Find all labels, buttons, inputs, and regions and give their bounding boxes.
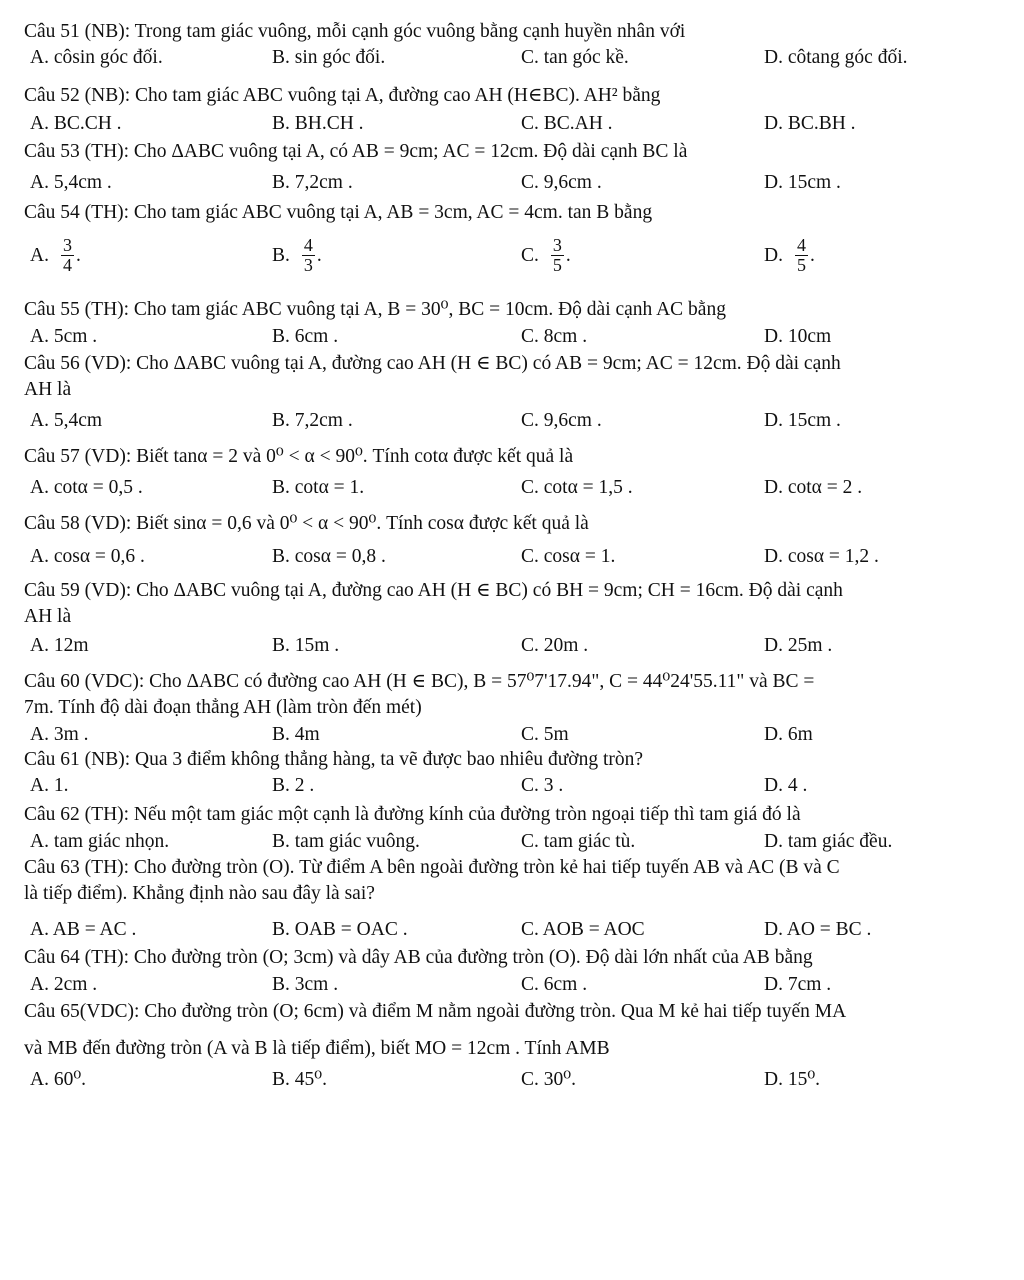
option-b: B. 45⁰. [272,1069,327,1090]
option-d: D. AO = BC . [764,919,872,940]
question-64-options [24,973,1014,997]
question-55-options [24,325,1014,349]
option-a: A. 5cm . [30,326,98,347]
option-c: C. $\frac{3}{5}$ . [521,235,571,275]
question-63-options [24,918,1014,942]
question-51-text: Câu 51 (NB): Trong tam giác vuông, mỗi cạnh góc vuông bằng cạnh huyền nhân với [24,21,686,42]
option-b: B. 6cm . [272,326,339,347]
option-label: C. [521,244,539,266]
option-b: B. OAB = OAC . [272,919,408,940]
question-62-text: Câu 62 (TH): Nếu một tam giác một cạnh là đường kính của đường tròn ngoại tiếp thì tam giá đó là [24,804,801,825]
option-d: D. 6m [764,724,813,745]
option-d: D. cotα = 2 . [764,477,863,498]
question-61-options [24,774,1014,798]
option-label: D. [764,244,783,266]
option-b: B. 3cm . [272,974,339,995]
fraction [795,236,808,275]
option-c: C. cotα = 1,5 . [521,477,633,498]
question-55-text: Câu 55 (TH): Cho tam giác ABC vuông tại A, B = 30⁰, BC = 10cm. Độ dài cạnh AC bằng [24,299,726,320]
option-d: D. 4 . [764,775,808,796]
option-d: D. 7cm . [764,974,832,995]
denominator: 5 [796,255,806,275]
option-c: C. 3 . [521,775,564,796]
question-57-options [24,476,1014,500]
option-a: A. $\frac{3}{4}$ . [30,235,81,275]
question-65-text: Câu 65(VDC): Cho đường tròn (O; 6cm) và điểm M nằm ngoài đường tròn. Qua M kẻ hai tiếp tuyến MA [24,1001,847,1022]
question-51-options [24,46,1014,70]
option-b: B. 7,2cm . [272,172,353,193]
option-d: D. 15cm . [764,172,841,193]
option-d: D. côtang góc đối. [764,47,908,68]
option-d: D. 10cm [764,326,832,347]
option-b: B. cosα = 0,8 . [272,546,386,567]
numerator: 4 [303,235,313,255]
question-59-text-cont: AH là [24,606,72,627]
question-60-text-cont: 7m. Tính độ dài đoạn thẳng AH (làm tròn đến mét) [24,697,422,718]
option-a: A. cosα = 0,6 . [30,546,145,567]
question-54-text: Câu 54 (TH): Cho tam giác ABC vuông tại A, AB = 3cm, AC = 4cm. tan B bằng [24,202,653,223]
option-a: A. 2cm . [30,974,98,995]
option-d: D. 15⁰. [764,1069,821,1090]
question-57-text: Câu 57 (VD): Biết tanα = 2 và 0⁰ < α < 90⁰. Tính cotα được kết quả là [24,446,574,467]
option-d: D. cosα = 1,2 . [764,546,879,567]
question-56-options [24,409,1014,433]
option-c: C. AOB = AOC [521,919,645,940]
denominator: 5 [552,255,562,275]
option-b: B. cotα = 1. [272,477,365,498]
question-59-options [24,634,1014,658]
option-d: D. tam giác đều. [764,831,893,852]
option-b: B. sin góc đối. [272,47,386,68]
question-53-text: Câu 53 (TH): Cho ΔABC vuông tại A, có AB = 9cm; AC = 12cm. Độ dài cạnh BC là [24,141,688,162]
option-c: C. 6cm . [521,974,588,995]
option-label: A. [30,244,49,266]
question-52-text: Câu 52 (NB): Cho tam giác ABC vuông tại A, đường cao AH (H∈BC). AH² bằng [24,85,661,106]
question-56-text: Câu 56 (VD): Cho ΔABC vuông tại A, đường cao AH (H ∈ BC) có AB = 9cm; AC = 12cm. Độ dài cạnh [24,353,841,374]
question-58-options [24,545,1014,569]
option-b: B. 4m [272,724,320,745]
question-54-options [24,236,1014,284]
question-61-text: Câu 61 (NB): Qua 3 điểm không thẳng hàng, ta vẽ được bao nhiêu đường tròn? [24,749,644,770]
option-d: D. BC.BH . [764,113,856,134]
option-a: A. cotα = 0,5 . [30,477,143,498]
option-label: B. [272,244,290,266]
question-64-text: Câu 64 (TH): Cho đường tròn (O; 3cm) và dây AB của đường tròn (O). Độ dài lớn nhất của AB bằng [24,947,813,968]
question-56-text-cont: AH là [24,379,72,400]
question-62-options [24,830,1014,854]
denominator: 3 [303,255,313,275]
numerator: 3 [552,235,562,255]
question-58-text: Câu 58 (VD): Biết sinα = 0,6 và 0⁰ < α < 90⁰. Tính cosα được kết quả là [24,513,589,534]
option-c: C. 8cm . [521,326,588,347]
question-53-options [24,171,1014,195]
option-d: D. $\frac{4}{5}$ . [764,235,815,275]
option-a: A. 3m . [30,724,89,745]
question-52-options [24,112,1014,136]
question-60-text: Câu 60 (VDC): Cho ΔABC có đường cao AH (H ∈ BC), B = 57⁰7'17.94", C = 44⁰24'55.11" và BC = [24,671,815,692]
option-b: B. 15m . [272,635,340,656]
fraction [302,236,315,275]
fraction [61,236,74,275]
denominator: 4 [62,255,72,275]
option-a: A. côsin góc đối. [30,47,163,68]
question-63-text-cont: là tiếp điểm). Khẳng định nào sau đây là sai? [24,883,375,904]
option-c: C. cosα = 1. [521,546,616,567]
option-c: C. tan góc kề. [521,47,629,68]
question-63-text: Câu 63 (TH): Cho đường tròn (O). Từ điểm A bên ngoài đường tròn kẻ hai tiếp tuyến AB và AC (B và C [24,857,840,878]
option-c: C. 9,6cm . [521,410,602,431]
option-b: B. tam giác vuông. [272,831,420,852]
numerator: 3 [62,235,72,255]
option-d: D. 15cm . [764,410,841,431]
option-a: A. 12m [30,635,89,656]
option-c: C. 20m . [521,635,589,656]
option-c: C. tam giác tù. [521,831,636,852]
option-a: A. AB = AC . [30,919,137,940]
question-60-options [24,723,1014,747]
option-b: B. BH.CH . [272,113,364,134]
option-a: A. 60⁰. [30,1069,87,1090]
option-a: A. tam giác nhọn. [30,831,170,852]
option-c: C. 30⁰. [521,1069,576,1090]
option-c: C. BC.AH . [521,113,613,134]
option-a: A. 1. [30,775,69,796]
question-65-options [24,1068,1014,1092]
option-a: A. BC.CH . [30,113,122,134]
option-b: B. $\frac{4}{3}$ . [272,235,322,275]
option-a: A. 5,4cm [30,410,103,431]
question-65-text-cont: và MB đến đường tròn (A và B là tiếp điểm), biết MO = 12cm . Tính AMB [24,1038,610,1059]
option-a: A. 5,4cm . [30,172,112,193]
question-59-text: Câu 59 (VD): Cho ΔABC vuông tại A, đường cao AH (H ∈ BC) có BH = 9cm; CH = 16cm. Độ dài cạnh [24,580,843,601]
option-c: C. 9,6cm . [521,172,602,193]
option-c: C. 5m [521,724,569,745]
numerator: 4 [796,235,806,255]
fraction [551,236,564,275]
option-b: B. 7,2cm . [272,410,353,431]
option-d: D. 25m . [764,635,833,656]
option-b: B. 2 . [272,775,315,796]
